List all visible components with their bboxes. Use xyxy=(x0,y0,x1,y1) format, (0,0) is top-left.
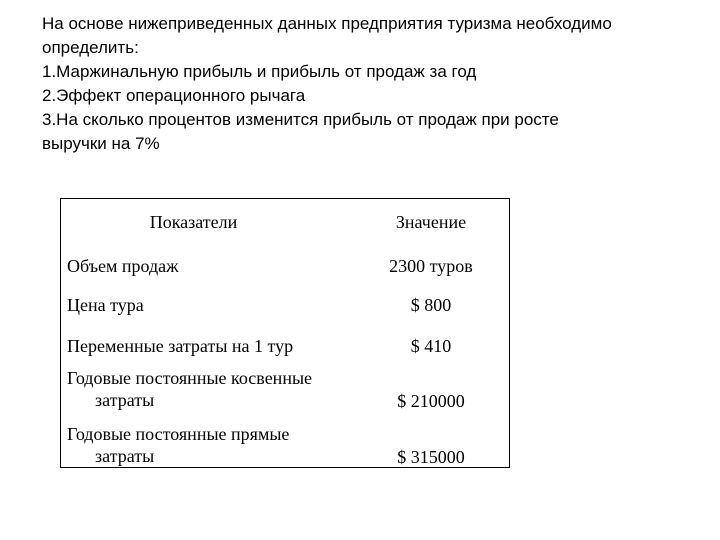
task-question-1: 1.Маржинальную прибыль и прибыль от продаж за год xyxy=(42,62,477,81)
task-question-3-continued: выручки на 7% xyxy=(42,134,160,153)
task-intro-line-continued: определить: xyxy=(42,38,139,57)
row-value: $ 210000 xyxy=(397,391,465,411)
row-value: 2300 туров xyxy=(389,256,473,276)
header-value: Значение xyxy=(395,212,467,232)
task-text xyxy=(42,12,682,156)
row-value: $ 800 xyxy=(410,295,452,315)
row-label-line: Годовые постоянные косвенные xyxy=(67,368,313,388)
row-label: Переменные затраты на 1 тур xyxy=(67,336,294,356)
row-label: Цена тура xyxy=(67,295,144,315)
row-label: Объем продаж xyxy=(67,256,179,276)
row-label-line-continued: затраты xyxy=(95,446,155,466)
task-question-3: 3.На сколько процентов изменится прибыль от продаж при росте xyxy=(42,110,559,129)
row-label-line-continued: затраты xyxy=(95,390,155,410)
row-label-line: Годовые постоянные прямые xyxy=(67,424,290,444)
header-indicators: Показатели xyxy=(149,212,238,232)
task-question-2: 2.Эффект операционного рычага xyxy=(42,86,306,105)
indicators-table xyxy=(60,198,510,468)
row-value: $ 315000 xyxy=(397,447,465,467)
row-value: $ 410 xyxy=(410,336,452,356)
task-intro-line: На основе нижеприведенных данных предприятия туризма необходимо xyxy=(42,14,612,33)
row-label xyxy=(67,423,289,467)
row-label xyxy=(67,367,312,411)
